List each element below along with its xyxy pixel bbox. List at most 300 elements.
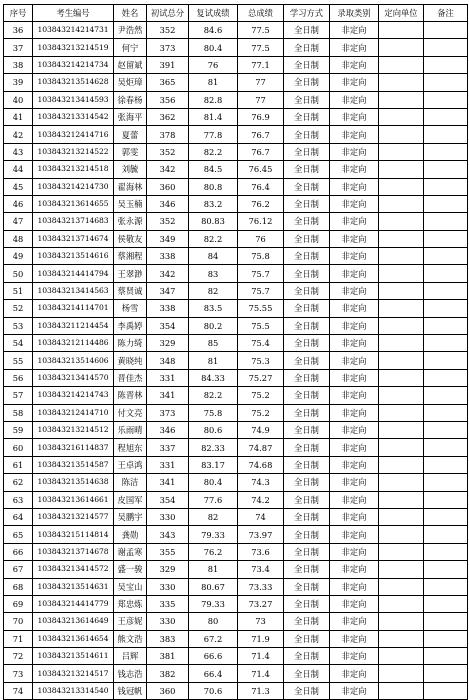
cell-remarks xyxy=(424,474,468,491)
cell-name: 王卓鸿 xyxy=(114,456,147,473)
cell-retest-score: 79.33 xyxy=(189,526,238,543)
cell-candidate-id: 103843213514587 xyxy=(33,456,114,473)
table-row xyxy=(4,595,468,612)
cell-directed-unit xyxy=(379,491,424,508)
cell-directed-unit xyxy=(379,561,424,578)
cell-admission-category: 非定向 xyxy=(330,474,379,491)
cell-total-score: 75.2 xyxy=(238,387,284,404)
cell-index: 72 xyxy=(4,648,33,665)
table-row xyxy=(4,543,468,560)
cell-admission-category: 非定向 xyxy=(330,300,379,317)
cell-candidate-id: 103843213414572 xyxy=(33,561,114,578)
cell-total-score: 76 xyxy=(238,230,284,247)
cell-remarks xyxy=(424,508,468,525)
cell-name: 王翠渺 xyxy=(114,265,147,282)
cell-initial-score: 373 xyxy=(147,39,189,56)
cell-candidate-id: 103843213214577 xyxy=(33,508,114,525)
cell-admission-category: 非定向 xyxy=(330,178,379,195)
table-row xyxy=(4,369,468,386)
cell-name: 钱志浩 xyxy=(114,665,147,682)
table-row xyxy=(4,213,468,230)
cell-study-mode: 全日制 xyxy=(284,108,330,125)
cell-directed-unit xyxy=(379,248,424,265)
cell-study-mode: 全日制 xyxy=(284,178,330,195)
col-header-name: 姓名 xyxy=(114,5,147,22)
cell-directed-unit xyxy=(379,213,424,230)
cell-admission-category: 非定向 xyxy=(330,282,379,299)
cell-candidate-id: 103843212114486 xyxy=(33,335,114,352)
cell-candidate-id: 103843214214731 xyxy=(33,22,114,39)
cell-initial-score: 382 xyxy=(147,665,189,682)
cell-remarks xyxy=(424,56,468,73)
cell-remarks xyxy=(424,91,468,108)
cell-directed-unit xyxy=(379,613,424,630)
table-row xyxy=(4,421,468,438)
cell-index: 37 xyxy=(4,39,33,56)
cell-index: 71 xyxy=(4,630,33,647)
cell-initial-score: 378 xyxy=(147,126,189,143)
cell-candidate-id: 103843213414570 xyxy=(33,369,114,386)
cell-admission-category: 非定向 xyxy=(330,195,379,212)
cell-index: 73 xyxy=(4,665,33,682)
cell-total-score: 77.5 xyxy=(238,39,284,56)
cell-study-mode: 全日制 xyxy=(284,630,330,647)
cell-total-score: 73.33 xyxy=(238,578,284,595)
cell-remarks xyxy=(424,178,468,195)
table-row xyxy=(4,230,468,247)
cell-study-mode: 全日制 xyxy=(284,369,330,386)
cell-directed-unit xyxy=(379,474,424,491)
cell-total-score: 73.6 xyxy=(238,543,284,560)
cell-retest-score: 80.83 xyxy=(189,213,238,230)
cell-retest-score: 80 xyxy=(189,613,238,630)
cell-candidate-id: 103843214414794 xyxy=(33,265,114,282)
cell-admission-category: 非定向 xyxy=(330,56,379,73)
cell-study-mode: 全日制 xyxy=(284,230,330,247)
cell-total-score: 77 xyxy=(238,91,284,108)
cell-initial-score: 349 xyxy=(147,230,189,247)
cell-index: 56 xyxy=(4,369,33,386)
cell-initial-score: 373 xyxy=(147,404,189,421)
cell-name: 刘毓 xyxy=(114,161,147,178)
cell-study-mode: 全日制 xyxy=(284,387,330,404)
col-header-candidate-id: 考生编号 xyxy=(33,5,114,22)
cell-index: 44 xyxy=(4,161,33,178)
cell-admission-category: 非定向 xyxy=(330,22,379,39)
cell-initial-score: 362 xyxy=(147,108,189,125)
cell-name: 皮国军 xyxy=(114,491,147,508)
cell-directed-unit xyxy=(379,543,424,560)
cell-name: 黄晓纯 xyxy=(114,352,147,369)
cell-name: 夏蕾 xyxy=(114,126,147,143)
cell-study-mode: 全日制 xyxy=(284,648,330,665)
cell-initial-score: 348 xyxy=(147,352,189,369)
cell-directed-unit xyxy=(379,230,424,247)
cell-initial-score: 346 xyxy=(147,421,189,438)
cell-retest-score: 82.2 xyxy=(189,230,238,247)
cell-total-score: 74.87 xyxy=(238,439,284,456)
cell-directed-unit xyxy=(379,439,424,456)
table-row xyxy=(4,508,468,525)
cell-candidate-id: 103843214214743 xyxy=(33,387,114,404)
cell-directed-unit xyxy=(379,22,424,39)
cell-initial-score: 354 xyxy=(147,491,189,508)
cell-candidate-id: 103843213514631 xyxy=(33,578,114,595)
cell-retest-score: 82 xyxy=(189,282,238,299)
cell-directed-unit xyxy=(379,56,424,73)
cell-remarks xyxy=(424,22,468,39)
cell-total-score: 76.2 xyxy=(238,195,284,212)
cell-index: 46 xyxy=(4,195,33,212)
cell-initial-score: 343 xyxy=(147,526,189,543)
cell-initial-score: 330 xyxy=(147,508,189,525)
cell-retest-score: 84.6 xyxy=(189,22,238,39)
cell-retest-score: 84.33 xyxy=(189,369,238,386)
cell-admission-category: 非定向 xyxy=(330,352,379,369)
cell-admission-category: 非定向 xyxy=(330,335,379,352)
cell-retest-score: 83.5 xyxy=(189,300,238,317)
cell-retest-score: 83 xyxy=(189,265,238,282)
cell-index: 38 xyxy=(4,56,33,73)
cell-admission-category: 非定向 xyxy=(330,595,379,612)
cell-candidate-id: 103843212414716 xyxy=(33,126,114,143)
cell-admission-category: 非定向 xyxy=(330,578,379,595)
cell-initial-score: 356 xyxy=(147,91,189,108)
cell-retest-score: 81.4 xyxy=(189,108,238,125)
cell-name: 陈晋林 xyxy=(114,387,147,404)
cell-index: 55 xyxy=(4,352,33,369)
cell-candidate-id: 103843213314542 xyxy=(33,108,114,125)
cell-study-mode: 全日制 xyxy=(284,665,330,682)
col-header-study-mode: 学习方式 xyxy=(284,5,330,22)
cell-initial-score: 347 xyxy=(147,282,189,299)
cell-index: 43 xyxy=(4,143,33,160)
cell-total-score: 71.3 xyxy=(238,682,284,699)
cell-study-mode: 全日制 xyxy=(284,265,330,282)
cell-directed-unit xyxy=(379,300,424,317)
cell-total-score: 73.4 xyxy=(238,561,284,578)
cell-candidate-id: 103843213614661 xyxy=(33,491,114,508)
cell-name: 晋佳杰 xyxy=(114,369,147,386)
cell-total-score: 74.3 xyxy=(238,474,284,491)
cell-study-mode: 全日制 xyxy=(284,143,330,160)
cell-name: 王彦妮 xyxy=(114,613,147,630)
cell-directed-unit xyxy=(379,352,424,369)
cell-remarks xyxy=(424,682,468,699)
cell-remarks xyxy=(424,369,468,386)
cell-index: 74 xyxy=(4,682,33,699)
cell-name: 张永源 xyxy=(114,213,147,230)
cell-name: 侯敬友 xyxy=(114,230,147,247)
table-row xyxy=(4,39,468,56)
cell-retest-score: 80.67 xyxy=(189,578,238,595)
cell-study-mode: 全日制 xyxy=(284,508,330,525)
cell-candidate-id: 103843215114814 xyxy=(33,526,114,543)
cell-study-mode: 全日制 xyxy=(284,526,330,543)
cell-total-score: 71.4 xyxy=(238,648,284,665)
cell-total-score: 75.2 xyxy=(238,404,284,421)
cell-admission-category: 非定向 xyxy=(330,682,379,699)
cell-admission-category: 非定向 xyxy=(330,421,379,438)
cell-retest-score: 70.6 xyxy=(189,682,238,699)
cell-remarks xyxy=(424,491,468,508)
cell-admission-category: 非定向 xyxy=(330,213,379,230)
cell-name: 吴鹏宇 xyxy=(114,508,147,525)
cell-admission-category: 非定向 xyxy=(330,265,379,282)
cell-retest-score: 77.6 xyxy=(189,491,238,508)
cell-name: 盛一骏 xyxy=(114,561,147,578)
table-row xyxy=(4,682,468,699)
cell-name: 谢孟寒 xyxy=(114,543,147,560)
cell-retest-score: 80.4 xyxy=(189,474,238,491)
cell-initial-score: 360 xyxy=(147,682,189,699)
cell-initial-score: 342 xyxy=(147,161,189,178)
cell-initial-score: 355 xyxy=(147,543,189,560)
cell-index: 39 xyxy=(4,74,33,91)
cell-name: 李禹婷 xyxy=(114,317,147,334)
cell-remarks xyxy=(424,335,468,352)
cell-admission-category: 非定向 xyxy=(330,508,379,525)
cell-remarks xyxy=(424,404,468,421)
table-row xyxy=(4,456,468,473)
cell-initial-score: 360 xyxy=(147,178,189,195)
cell-candidate-id: 103843213614655 xyxy=(33,195,114,212)
cell-directed-unit xyxy=(379,317,424,334)
cell-directed-unit xyxy=(379,335,424,352)
cell-remarks xyxy=(424,543,468,560)
cell-remarks xyxy=(424,578,468,595)
cell-name: 尹浩然 xyxy=(114,22,147,39)
cell-initial-score: 354 xyxy=(147,317,189,334)
admission-score-table xyxy=(3,4,468,700)
cell-directed-unit xyxy=(379,178,424,195)
cell-admission-category: 非定向 xyxy=(330,439,379,456)
cell-index: 70 xyxy=(4,613,33,630)
cell-name: 蔡贤诚 xyxy=(114,282,147,299)
cell-index: 61 xyxy=(4,456,33,473)
cell-name: 郑忠炼 xyxy=(114,595,147,612)
cell-admission-category: 非定向 xyxy=(330,613,379,630)
table-row xyxy=(4,561,468,578)
cell-name: 杨雪 xyxy=(114,300,147,317)
table-row xyxy=(4,491,468,508)
cell-directed-unit xyxy=(379,665,424,682)
cell-index: 41 xyxy=(4,108,33,125)
cell-study-mode: 全日制 xyxy=(284,491,330,508)
col-header-initial-score: 初试总分 xyxy=(147,5,189,22)
cell-candidate-id: 103843212414710 xyxy=(33,404,114,421)
table-row xyxy=(4,265,468,282)
cell-study-mode: 全日制 xyxy=(284,56,330,73)
cell-study-mode: 全日制 xyxy=(284,300,330,317)
cell-admission-category: 非定向 xyxy=(330,91,379,108)
cell-index: 36 xyxy=(4,22,33,39)
cell-admission-category: 非定向 xyxy=(330,404,379,421)
cell-index: 63 xyxy=(4,491,33,508)
cell-remarks xyxy=(424,595,468,612)
table-row xyxy=(4,526,468,543)
cell-retest-score: 84.5 xyxy=(189,161,238,178)
cell-remarks xyxy=(424,630,468,647)
cell-index: 60 xyxy=(4,439,33,456)
cell-candidate-id: 103843213514616 xyxy=(33,248,114,265)
cell-index: 59 xyxy=(4,421,33,438)
cell-retest-score: 83.2 xyxy=(189,195,238,212)
cell-admission-category: 非定向 xyxy=(330,317,379,334)
table-row xyxy=(4,335,468,352)
table-row xyxy=(4,126,468,143)
cell-candidate-id: 103843213514638 xyxy=(33,474,114,491)
cell-name: 付文亮 xyxy=(114,404,147,421)
cell-study-mode: 全日制 xyxy=(284,404,330,421)
table-row xyxy=(4,578,468,595)
table-row xyxy=(4,22,468,39)
cell-remarks xyxy=(424,161,468,178)
cell-total-score: 77.5 xyxy=(238,22,284,39)
table-row xyxy=(4,161,468,178)
cell-total-score: 77 xyxy=(238,74,284,91)
cell-study-mode: 全日制 xyxy=(284,578,330,595)
cell-initial-score: 331 xyxy=(147,456,189,473)
cell-candidate-id: 103843213414593 xyxy=(33,91,114,108)
cell-name: 龚勋 xyxy=(114,526,147,543)
cell-remarks xyxy=(424,282,468,299)
cell-total-score: 73 xyxy=(238,613,284,630)
table-row xyxy=(4,74,468,91)
cell-name: 熊文浩 xyxy=(114,630,147,647)
cell-candidate-id: 103843213514611 xyxy=(33,648,114,665)
cell-total-score: 73.97 xyxy=(238,526,284,543)
cell-remarks xyxy=(424,248,468,265)
cell-candidate-id: 103843213614649 xyxy=(33,613,114,630)
cell-candidate-id: 103843213214517 xyxy=(33,665,114,682)
cell-remarks xyxy=(424,665,468,682)
cell-study-mode: 全日制 xyxy=(284,474,330,491)
cell-candidate-id: 103843213614654 xyxy=(33,630,114,647)
cell-candidate-id: 103843213714674 xyxy=(33,230,114,247)
cell-name: 翟海林 xyxy=(114,178,147,195)
cell-retest-score: 77.8 xyxy=(189,126,238,143)
cell-total-score: 76.4 xyxy=(238,178,284,195)
cell-remarks xyxy=(424,108,468,125)
table-row xyxy=(4,300,468,317)
cell-study-mode: 全日制 xyxy=(284,561,330,578)
cell-directed-unit xyxy=(379,682,424,699)
cell-admission-category: 非定向 xyxy=(330,526,379,543)
cell-admission-category: 非定向 xyxy=(330,39,379,56)
cell-index: 47 xyxy=(4,213,33,230)
cell-retest-score: 82.2 xyxy=(189,387,238,404)
cell-index: 40 xyxy=(4,91,33,108)
cell-index: 68 xyxy=(4,578,33,595)
col-header-retest-score: 复试成绩 xyxy=(189,5,238,22)
cell-name: 程旭东 xyxy=(114,439,147,456)
cell-initial-score: 352 xyxy=(147,213,189,230)
cell-candidate-id: 103843214114701 xyxy=(33,300,114,317)
table-row xyxy=(4,317,468,334)
cell-retest-score: 66.6 xyxy=(189,648,238,665)
cell-candidate-id: 103843214214730 xyxy=(33,178,114,195)
cell-remarks xyxy=(424,265,468,282)
cell-study-mode: 全日制 xyxy=(284,74,330,91)
cell-initial-score: 335 xyxy=(147,595,189,612)
cell-name: 蔡湘程 xyxy=(114,248,147,265)
cell-index: 67 xyxy=(4,561,33,578)
cell-admission-category: 非定向 xyxy=(330,648,379,665)
cell-retest-score: 84 xyxy=(189,248,238,265)
cell-name: 吴玉楠 xyxy=(114,195,147,212)
cell-directed-unit xyxy=(379,282,424,299)
table-row xyxy=(4,248,468,265)
cell-directed-unit xyxy=(379,387,424,404)
cell-study-mode: 全日制 xyxy=(284,91,330,108)
cell-remarks xyxy=(424,126,468,143)
cell-remarks xyxy=(424,526,468,543)
cell-study-mode: 全日制 xyxy=(284,439,330,456)
cell-retest-score: 81 xyxy=(189,74,238,91)
cell-initial-score: 391 xyxy=(147,56,189,73)
cell-name: 吴炬璋 xyxy=(114,74,147,91)
cell-candidate-id: 103843213514628 xyxy=(33,74,114,91)
cell-initial-score: 352 xyxy=(147,143,189,160)
cell-candidate-id: 103843213214518 xyxy=(33,161,114,178)
cell-remarks xyxy=(424,230,468,247)
cell-study-mode: 全日制 xyxy=(284,248,330,265)
cell-remarks xyxy=(424,352,468,369)
table-row xyxy=(4,108,468,125)
cell-total-score: 75.27 xyxy=(238,369,284,386)
cell-admission-category: 非定向 xyxy=(330,630,379,647)
cell-name: 钱冠帆 xyxy=(114,682,147,699)
cell-name: 何宁 xyxy=(114,39,147,56)
cell-initial-score: 330 xyxy=(147,578,189,595)
cell-study-mode: 全日制 xyxy=(284,682,330,699)
cell-index: 48 xyxy=(4,230,33,247)
cell-index: 57 xyxy=(4,387,33,404)
cell-total-score: 76.45 xyxy=(238,161,284,178)
cell-total-score: 75.7 xyxy=(238,265,284,282)
cell-study-mode: 全日制 xyxy=(284,39,330,56)
cell-retest-score: 85 xyxy=(189,335,238,352)
cell-index: 49 xyxy=(4,248,33,265)
cell-remarks xyxy=(424,213,468,230)
cell-remarks xyxy=(424,648,468,665)
cell-initial-score: 337 xyxy=(147,439,189,456)
cell-name: 张海平 xyxy=(114,108,147,125)
cell-name: 乐雨晴 xyxy=(114,421,147,438)
cell-total-score: 71.9 xyxy=(238,630,284,647)
cell-retest-score: 80.8 xyxy=(189,178,238,195)
cell-candidate-id: 103843213714678 xyxy=(33,543,114,560)
cell-admission-category: 非定向 xyxy=(330,248,379,265)
table-row xyxy=(4,352,468,369)
cell-directed-unit xyxy=(379,648,424,665)
table-row xyxy=(4,195,468,212)
cell-retest-score: 82 xyxy=(189,508,238,525)
cell-directed-unit xyxy=(379,404,424,421)
cell-total-score: 75.8 xyxy=(238,248,284,265)
cell-index: 51 xyxy=(4,282,33,299)
cell-remarks xyxy=(424,74,468,91)
cell-name: 郭雯 xyxy=(114,143,147,160)
table-row xyxy=(4,474,468,491)
cell-name: 陈力绮 xyxy=(114,335,147,352)
cell-admission-category: 非定向 xyxy=(330,230,379,247)
table-row xyxy=(4,665,468,682)
cell-total-score: 71.4 xyxy=(238,665,284,682)
cell-initial-score: 338 xyxy=(147,300,189,317)
cell-directed-unit xyxy=(379,595,424,612)
